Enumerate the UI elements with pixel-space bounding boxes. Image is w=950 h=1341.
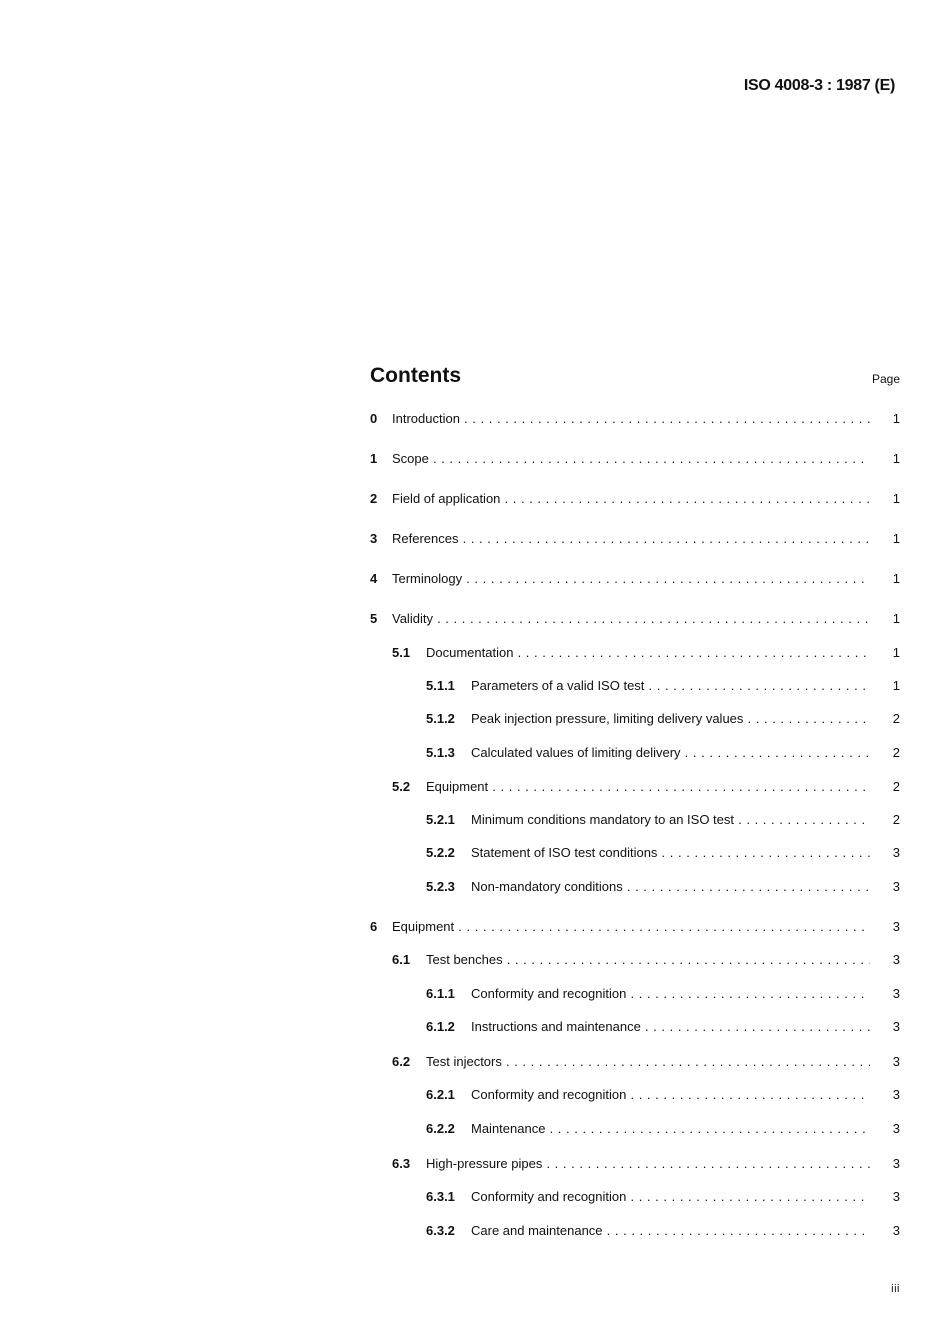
toc-entry[interactable]	[370, 489, 900, 509]
toc-page: 3	[892, 1054, 900, 1069]
toc-entry[interactable]	[370, 569, 900, 589]
toc-title: Conformity and recognition . . .	[471, 1085, 870, 1105]
toc-page: 3	[892, 1189, 900, 1204]
toc-title: Test injectors . . .	[426, 1052, 870, 1072]
toc-page: 3	[892, 1087, 900, 1102]
toc-entry[interactable]	[370, 950, 900, 970]
toc-entry[interactable]	[370, 1052, 900, 1072]
toc-number: 5.1.2	[426, 711, 455, 726]
toc-page: 3	[892, 952, 900, 967]
toc-page: 2	[892, 779, 900, 794]
toc-number: 2	[370, 491, 378, 506]
toc-page: 1	[892, 491, 900, 506]
toc-number: 6.1.1	[426, 986, 455, 1001]
toc-title: Field of application . . .	[392, 489, 870, 509]
toc-page: 1	[892, 451, 900, 466]
toc-page: 3	[892, 1121, 900, 1136]
toc-page: 1	[892, 411, 900, 426]
toc-entry[interactable]	[370, 409, 900, 429]
toc-entry[interactable]	[370, 643, 900, 663]
toc-entry[interactable]	[370, 1085, 900, 1105]
page-folio: iii	[891, 1283, 900, 1295]
toc-title: Conformity and recognition . . .	[471, 984, 870, 1004]
toc-page: 3	[892, 919, 900, 934]
toc-title: Conformity and recognition . . .	[471, 1187, 870, 1207]
toc-title: Peak injection pressure, limiting delivery values . . .	[471, 709, 870, 729]
toc-title: Non-mandatory conditions . . .	[471, 877, 870, 897]
toc-number: 5.1.3	[426, 745, 455, 760]
toc-number: 5	[370, 611, 378, 626]
toc-entry[interactable]	[370, 984, 900, 1004]
toc-title: Documentation . . .	[426, 643, 870, 663]
toc-entry[interactable]	[370, 1119, 900, 1139]
document-reference: ISO 4008-3 : 1987 (E)	[743, 77, 895, 94]
toc-page: 3	[892, 986, 900, 1001]
toc-number: 6.1	[392, 952, 411, 967]
toc-title: References . . .	[392, 529, 870, 549]
toc-title: Parameters of a valid ISO test . . .	[471, 676, 870, 696]
toc-title: Care and maintenance . . .	[471, 1221, 870, 1241]
toc-entry[interactable]	[370, 1221, 900, 1241]
toc-title: Instructions and maintenance . . .	[471, 1017, 870, 1037]
toc-title: Minimum conditions mandatory to an ISO test . . .	[471, 810, 870, 830]
toc-page: 1	[892, 678, 900, 693]
toc-title: Equipment . . .	[392, 917, 870, 937]
toc-page: 3	[892, 1223, 900, 1238]
toc-page: 1	[892, 531, 900, 546]
toc-number: 6.3.1	[426, 1189, 455, 1204]
toc-page: 3	[892, 845, 900, 860]
toc-title: Validity . . .	[392, 609, 870, 629]
toc-title: Terminology . . .	[392, 569, 870, 589]
toc-entry[interactable]	[370, 777, 900, 797]
toc-entry[interactable]	[370, 1187, 900, 1207]
toc-entry[interactable]	[370, 877, 900, 897]
toc-entry[interactable]	[370, 676, 900, 696]
toc-entry[interactable]	[370, 843, 900, 863]
toc-title: Introduction . . .	[392, 409, 870, 429]
toc-page: 1	[892, 611, 900, 626]
toc-number: 5.2.2	[426, 845, 455, 860]
toc-entry[interactable]	[370, 917, 900, 937]
toc-number: 5.1	[392, 645, 411, 660]
toc-number: 5.2	[392, 779, 411, 794]
toc-page: 3	[892, 1156, 900, 1171]
toc-title: High-pressure pipes . . .	[426, 1154, 870, 1174]
toc-page: 1	[892, 571, 900, 586]
toc-page: 3	[892, 879, 900, 894]
toc-number: 6.2.2	[426, 1121, 455, 1136]
toc-number: 6.3.2	[426, 1223, 455, 1238]
toc-number: 6.2.1	[426, 1087, 455, 1102]
toc-entry[interactable]	[370, 743, 900, 763]
toc-title: Calculated values of limiting delivery . . .	[471, 743, 870, 763]
toc-entry[interactable]	[370, 1017, 900, 1037]
toc-number: 6.1.2	[426, 1019, 455, 1034]
toc-page: 2	[892, 812, 900, 827]
toc-title: Maintenance . . .	[471, 1119, 870, 1139]
toc-title: Equipment . . .	[426, 777, 870, 797]
toc-entry[interactable]	[370, 529, 900, 549]
contents-heading: Contents	[370, 364, 461, 387]
toc-number: 6.2	[392, 1054, 411, 1069]
toc-entry[interactable]	[370, 709, 900, 729]
toc-entry[interactable]	[370, 810, 900, 830]
toc-number: 0	[370, 411, 378, 426]
toc-number: 5.2.1	[426, 812, 455, 827]
toc-number: 3	[370, 531, 378, 546]
page-column-label: Page	[871, 372, 900, 386]
toc-number: 6	[370, 919, 378, 934]
toc-number: 4	[370, 571, 378, 586]
toc-number: 5.1.1	[426, 678, 455, 693]
toc-number: 1	[370, 451, 378, 466]
toc-page: 2	[892, 711, 900, 726]
toc-page: 3	[892, 1019, 900, 1034]
toc-title: Test benches . . .	[426, 950, 870, 970]
toc-number: 6.3	[392, 1156, 411, 1171]
toc-page: 2	[892, 745, 900, 760]
toc-entry[interactable]	[370, 609, 900, 629]
toc-page: 1	[892, 645, 900, 660]
toc-title: Scope . . .	[392, 449, 870, 469]
toc-number: 5.2.3	[426, 879, 455, 894]
toc-entry[interactable]	[370, 449, 900, 469]
toc-entry[interactable]	[370, 1154, 900, 1174]
toc-title: Statement of ISO test conditions . . .	[471, 843, 870, 863]
